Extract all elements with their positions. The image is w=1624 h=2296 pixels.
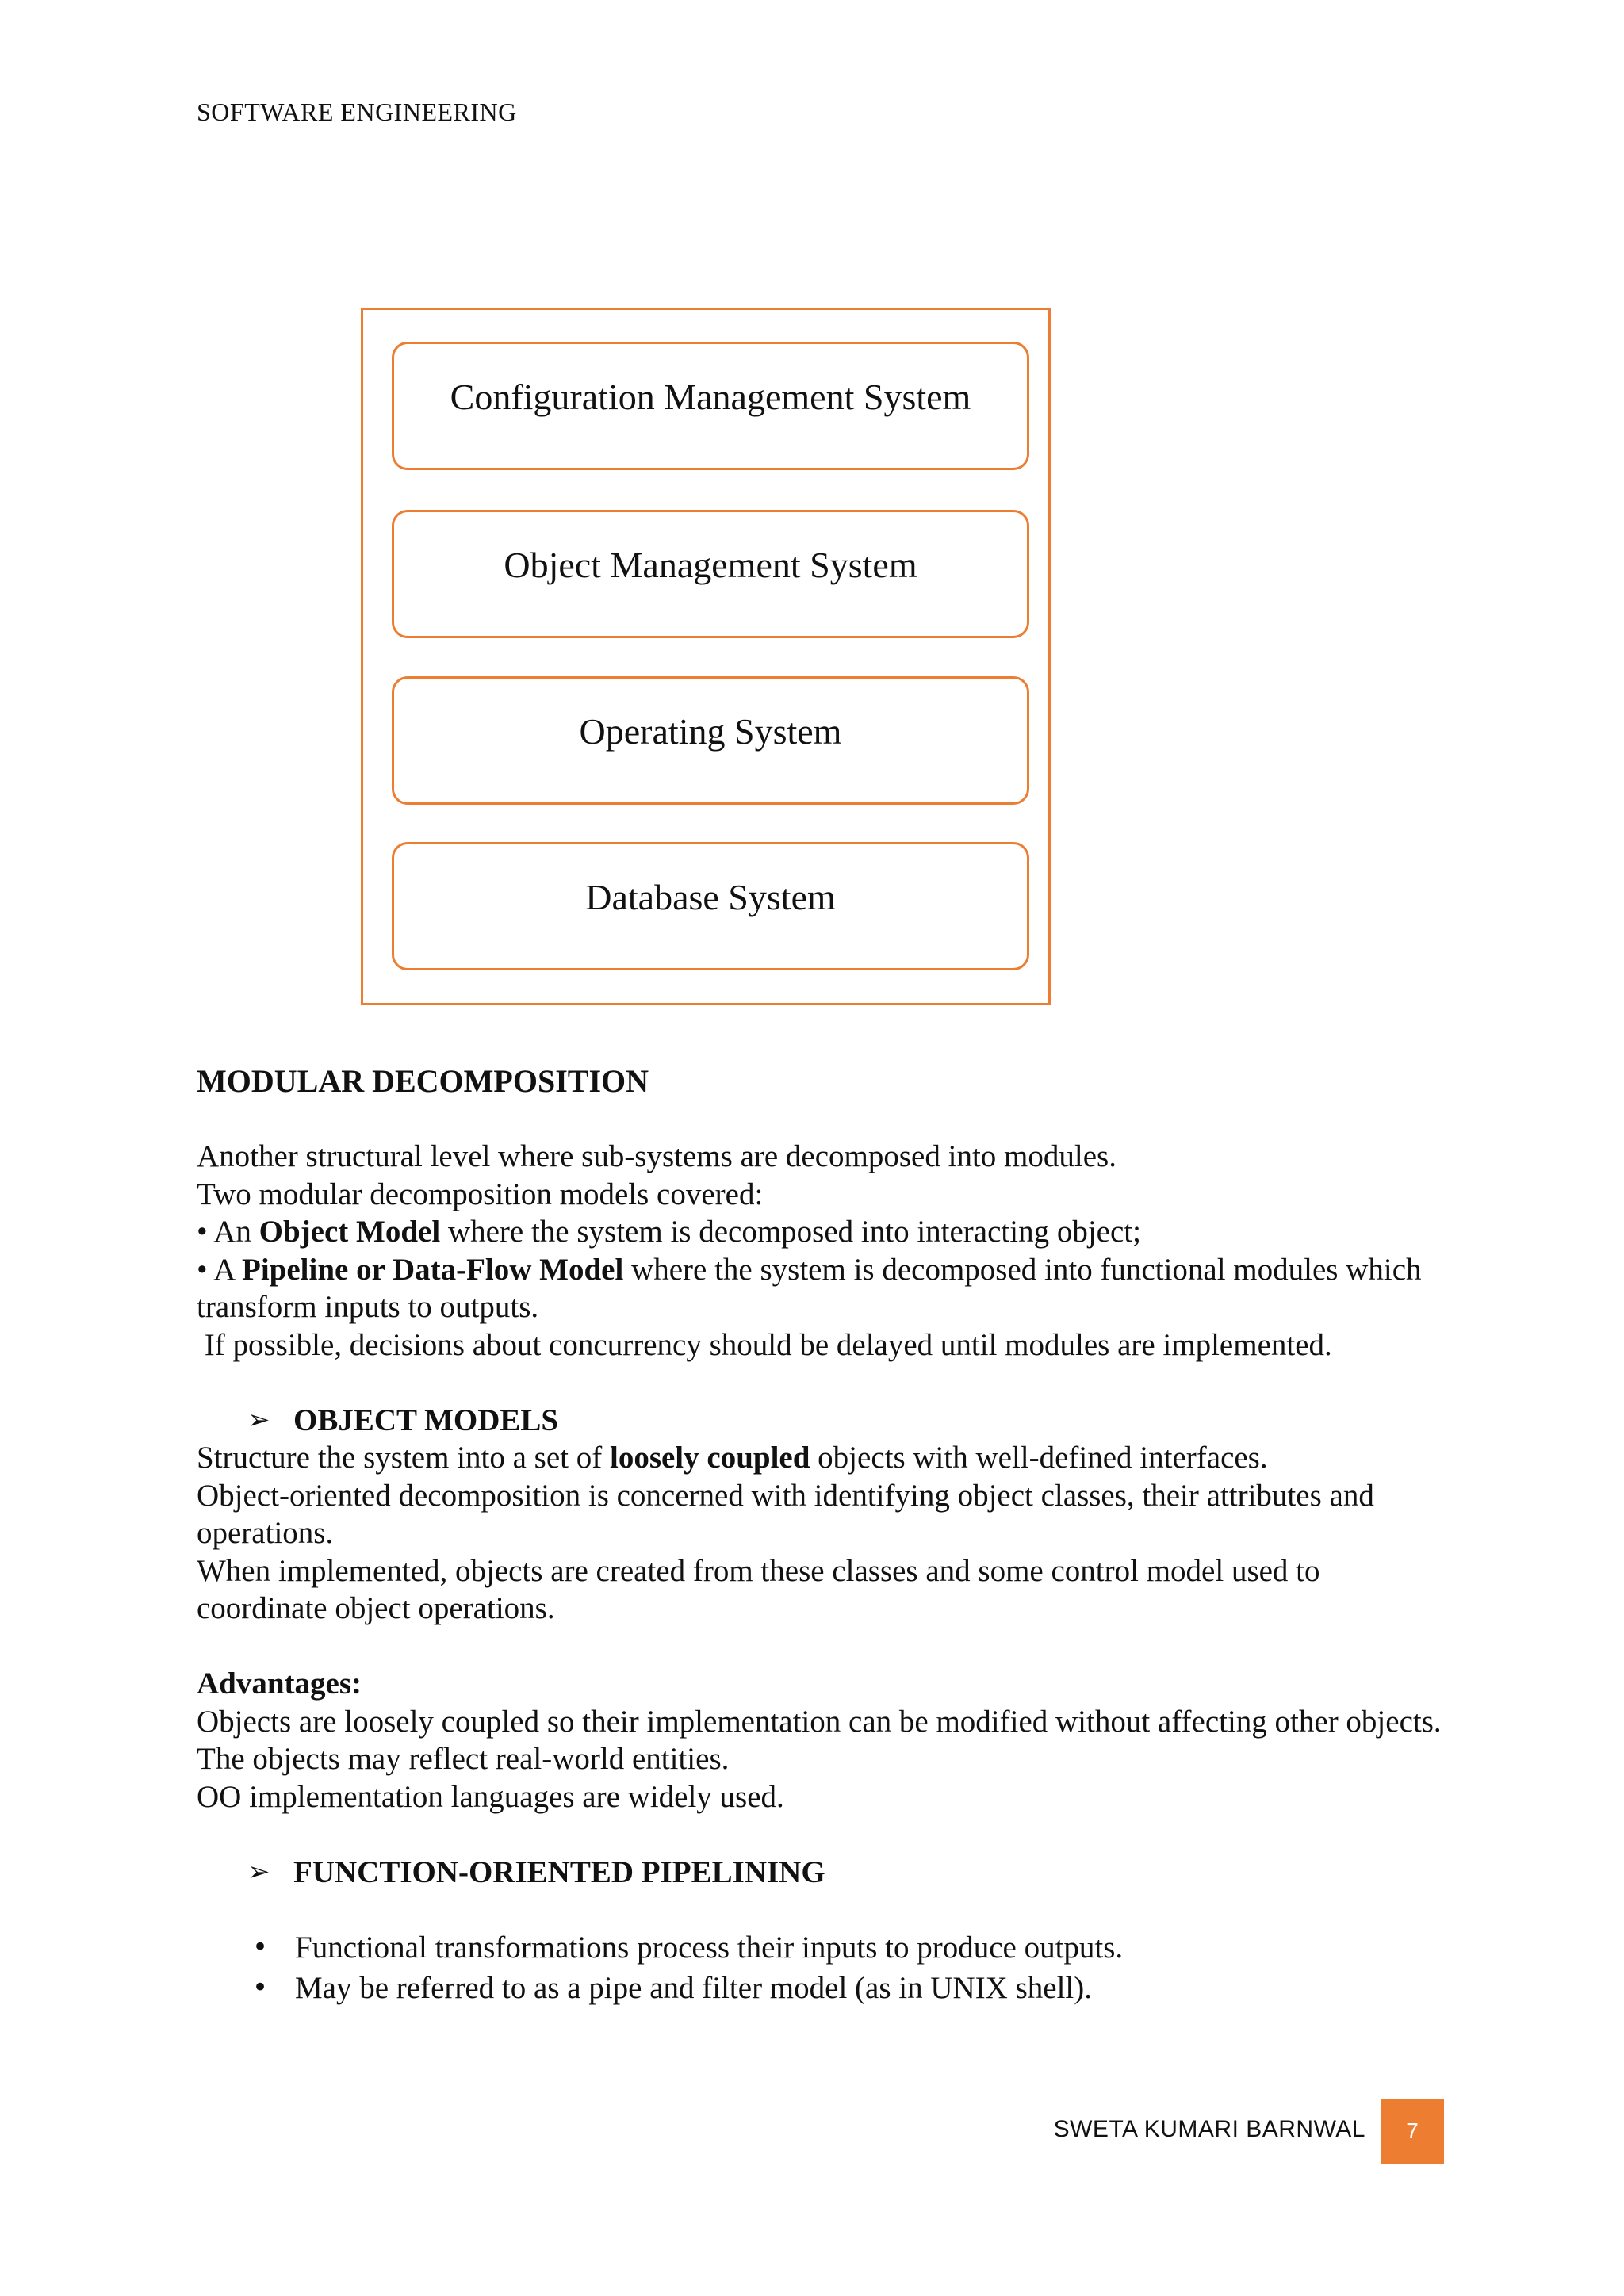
bold-term: Object Model	[259, 1215, 441, 1249]
list-item-text: May be referred to as a pipe and filter model (as in UNIX shell).	[295, 1970, 1092, 2005]
bold-term: Pipeline or Data-Flow Model	[242, 1252, 624, 1287]
subheading-text: FUNCTION-ORIENTED PIPELINING	[293, 1854, 825, 1889]
bullet-dot-icon: •	[252, 1971, 269, 2003]
bullet-text: where the system is decomposed into interacting object;	[440, 1215, 1141, 1249]
subheading-text: OBJECT MODELS	[293, 1402, 559, 1437]
bold-term: loosely coupled	[609, 1441, 810, 1475]
subheading-function-oriented-pipelining	[197, 1854, 1450, 1892]
arrow-bullet-icon: ➢	[247, 1403, 270, 1436]
page-number-badge: 7	[1381, 2099, 1444, 2164]
list-item	[197, 1929, 1450, 1969]
bullet-dot-icon: •	[252, 1931, 269, 1963]
list-item-text: Functional transformations process their inputs to produce outputs.	[295, 1930, 1124, 1965]
bullet-prefix: • A	[197, 1252, 243, 1287]
layered-architecture-diagram	[361, 308, 1051, 1005]
bullet-object-model	[197, 1213, 1450, 1251]
diagram-layer-database-system: Database System	[392, 842, 1029, 970]
paragraph: OO implementation languages are widely used.	[197, 1779, 784, 1814]
paragraph: Two modular decomposition models covered:	[197, 1177, 764, 1211]
bullet-prefix: • An	[197, 1215, 259, 1249]
paragraph	[197, 1439, 1450, 1477]
diagram-layer-operating-system: Operating System	[392, 676, 1029, 805]
paragraph: Another structural level where sub-systems are decomposed into modules.	[197, 1139, 1116, 1173]
page-header: SOFTWARE ENGINEERING	[197, 98, 517, 126]
footer-author: SWETA KUMARI BARNWAL	[1053, 2116, 1365, 2142]
list-item	[197, 1969, 1450, 2010]
pipelining-bullet-list	[197, 1929, 1450, 2010]
body-content	[197, 1062, 1450, 2010]
text: Structure the system into a set of	[197, 1441, 610, 1475]
bullet-text: where the system is decomposed into functional modules which transform inputs to outputs.	[197, 1252, 1422, 1324]
paragraph: When implemented, objects are created from these classes and some control model used to coordinate object operations.	[197, 1553, 1320, 1625]
subheading-object-models	[197, 1402, 1450, 1440]
paragraph: Objects are loosely coupled so their implementation can be modified without affecting other objects.	[197, 1704, 1442, 1739]
text: objects with well-defined interfaces.	[810, 1441, 1268, 1475]
paragraph: Object-oriented decomposition is concerned with identifying object classes, their attributes and operations.	[197, 1478, 1374, 1550]
diagram-layer-configuration-management: Configuration Management System	[392, 342, 1029, 470]
bullet-pipeline-model	[197, 1251, 1450, 1326]
diagram-layer-object-management: Object Management System	[392, 510, 1029, 638]
paragraph: The objects may reflect real-world entities.	[197, 1742, 730, 1776]
paragraph: If possible, decisions about concurrency should be delayed until modules are implemented.	[197, 1327, 1332, 1362]
advantages-heading: Advantages:	[197, 1667, 362, 1701]
section-title-modular-decomposition: MODULAR DECOMPOSITION	[197, 1063, 649, 1099]
arrow-bullet-icon: ➢	[247, 1855, 270, 1888]
